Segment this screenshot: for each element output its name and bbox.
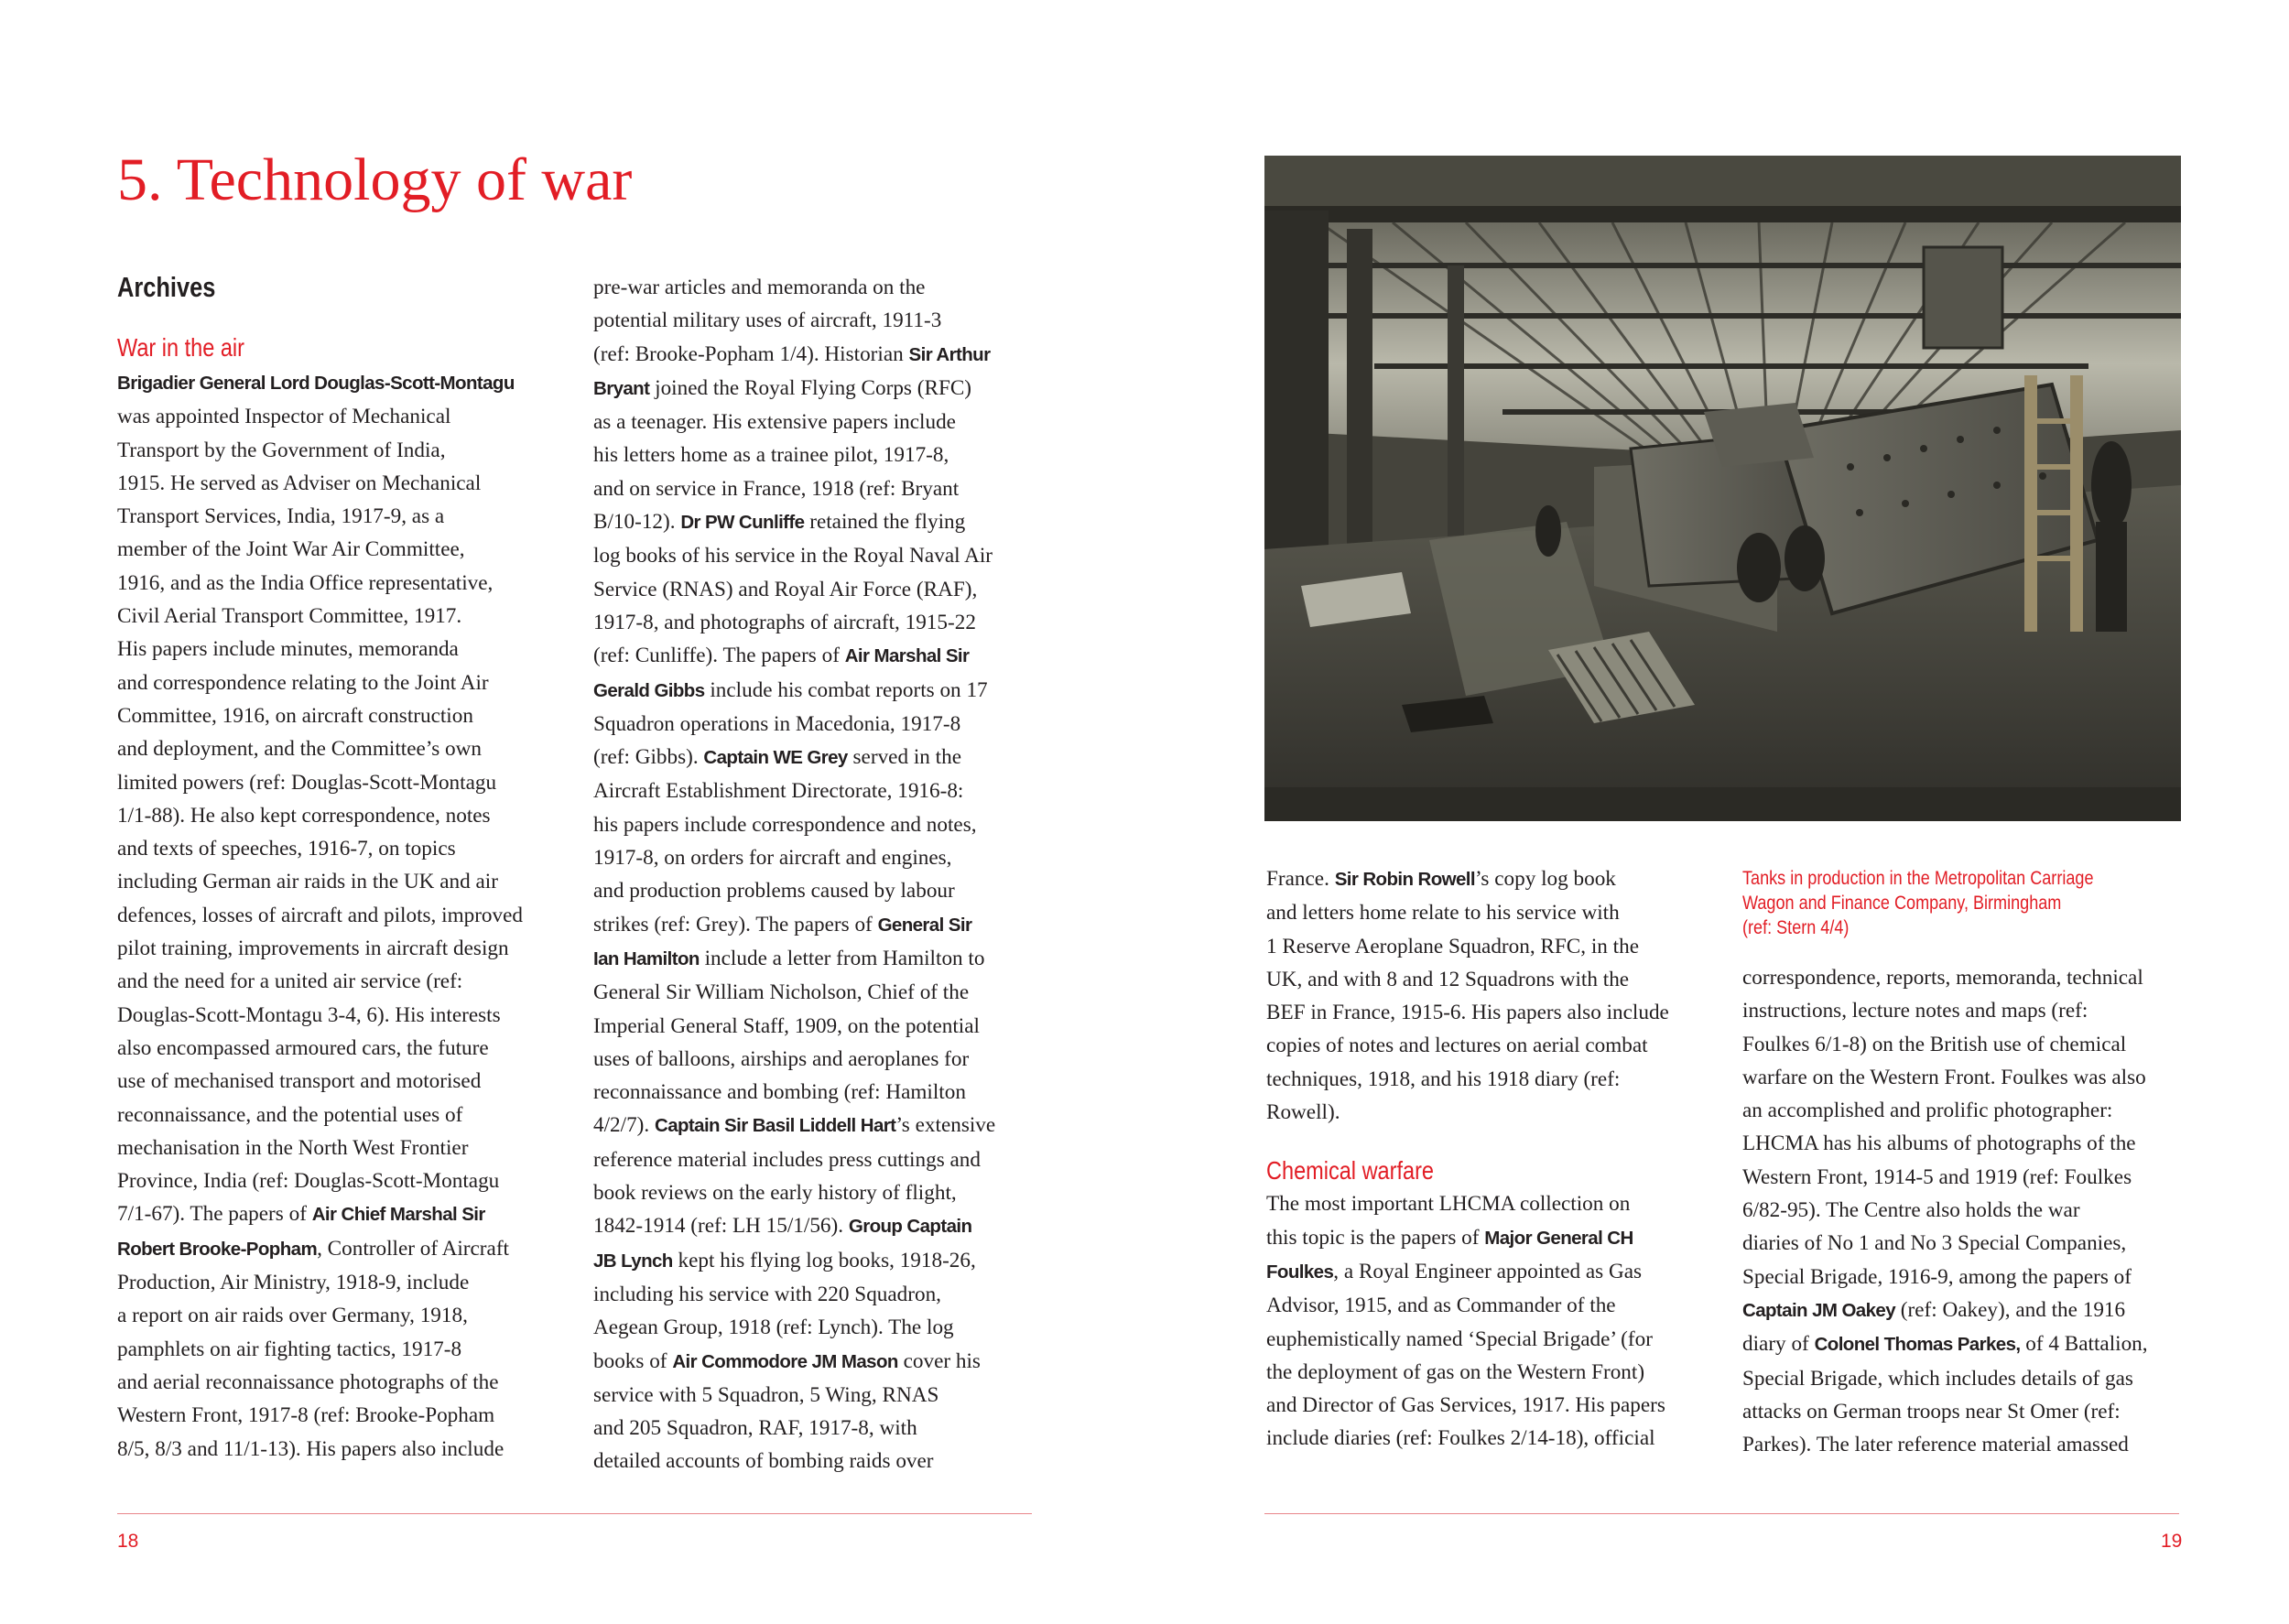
text-span: pamphlets on air fighting tactics, 1917-8 <box>117 1337 462 1361</box>
text-span: Special Brigade, which includes details of gas <box>1742 1366 2133 1391</box>
text-line <box>593 976 1042 1009</box>
text-span: Foulkes 6/1-8) on the British use of chemical <box>1742 1032 2127 1056</box>
text-line <box>1266 1063 1715 1096</box>
text-line <box>593 1143 1042 1176</box>
text-line <box>1266 862 1715 896</box>
text-line <box>593 1244 1042 1278</box>
text-span: his letters home as a trainee pilot, 1917-8, <box>593 443 949 468</box>
text-span: uses of balloons, airships and aeroplanes for <box>593 1046 970 1071</box>
text-line <box>117 434 566 467</box>
tank-factory-photo-illustration <box>1264 156 2181 821</box>
column-4-body <box>1742 961 2191 1461</box>
text-span: Province, India (ref: Douglas-Scott-Montagu <box>117 1169 500 1194</box>
text-span: 1 Reserve Aeroplane Squadron, RFC, in the <box>1266 934 1640 958</box>
text-span: pre-war articles and memoranda on the <box>593 276 926 299</box>
text-line <box>593 304 1042 337</box>
bold-name: Robert Brooke-Popham <box>117 1238 318 1260</box>
text-line <box>1266 1096 1715 1129</box>
text-line <box>1266 1289 1715 1322</box>
text-line <box>117 965 566 998</box>
text-span: correspondence, reports, memoranda, technical <box>1742 966 2143 990</box>
text-span: service with 5 Squadron, 5 Wing, RNAS <box>593 1382 939 1407</box>
text-line <box>117 600 566 633</box>
bold-name: JB Lynch <box>593 1250 673 1272</box>
text-span: and aerial reconnaissance photographs of the <box>117 1370 499 1394</box>
text-span: 1916, and as the India Office representative, <box>117 570 494 595</box>
text-span: reconnaissance and bombing (ref: Hamilton <box>593 1080 966 1105</box>
text-line <box>593 741 1042 774</box>
text-span: strikes (ref: Grey). The papers of <box>593 912 878 937</box>
bold-name: Air Chief Marshal Sir <box>311 1204 485 1226</box>
text-span: including German air raids in the UK and air <box>117 870 498 894</box>
text-span: reconnaissance, and the potential uses of <box>117 1102 463 1127</box>
text-line <box>1742 1061 2191 1094</box>
bold-name: Air Marshal Sir <box>844 645 970 667</box>
text-span: an accomplished and prolific photographer: <box>1742 1099 2113 1123</box>
text-line <box>1742 1327 2191 1361</box>
bold-name: Gerald Gibbs <box>593 679 705 701</box>
text-line <box>593 1379 1042 1412</box>
text-span: his papers include correspondence and notes, <box>593 812 977 837</box>
text-span: limited powers (ref: Douglas-Scott-Montagu <box>117 770 497 795</box>
text-span: and texts of speeches, 1916-7, on topics <box>117 837 456 861</box>
text-line <box>593 472 1042 505</box>
text-line <box>117 567 566 600</box>
text-line <box>593 874 1042 907</box>
text-span: Douglas-Scott-Montagu 3-4, 6). His interests <box>117 1002 501 1027</box>
tank-factory-photo <box>1264 156 2181 821</box>
column-1-body <box>117 366 566 1466</box>
text-line <box>593 1209 1042 1243</box>
text-span: Western Front, 1917-8 (ref: Brooke-Popham <box>117 1403 495 1428</box>
bold-name: Ian Hamilton <box>593 947 700 969</box>
text-line <box>593 406 1042 438</box>
text-line <box>1742 1028 2191 1061</box>
text-span: diaries of No 1 and No 3 Special Companies, <box>1742 1231 2127 1256</box>
text-span: 1/1-88). He also kept correspondence, notes <box>117 803 491 828</box>
text-line <box>117 366 566 400</box>
text-span: of 4 Battalion, <box>2020 1332 2148 1357</box>
text-column-3 <box>1266 862 1715 1456</box>
text-span: cover his <box>897 1348 981 1373</box>
text-line <box>117 865 566 898</box>
text-span: member of the Joint War Air Committee, <box>117 537 465 562</box>
text-line <box>117 1232 566 1266</box>
text-line <box>117 1099 566 1131</box>
bold-name: Sir Robin Rowell <box>1334 869 1475 890</box>
text-span: and on service in France, 1918 (ref: Bryant <box>593 476 960 501</box>
text-span: diary of <box>1742 1332 1815 1357</box>
text-line <box>117 400 566 433</box>
text-span: LHCMA has his albums of photographs of the <box>1742 1131 2136 1156</box>
text-line <box>1742 1127 2191 1160</box>
text-line <box>117 666 566 699</box>
text-span: and Director of Gas Services, 1917. His papers <box>1266 1393 1665 1418</box>
text-span: euphemistically named ‘Special Brigade’ (for <box>1266 1326 1653 1351</box>
text-span: The most important LHCMA collection on <box>1266 1192 1631 1217</box>
text-span: as a teenager. His extensive papers include <box>593 410 956 435</box>
text-line <box>1742 1194 2191 1227</box>
photo-caption <box>1742 866 2093 940</box>
bold-name: Bryant <box>593 377 650 399</box>
text-line <box>593 539 1042 572</box>
text-line <box>1266 1221 1715 1255</box>
text-line <box>1266 896 1715 929</box>
text-span: copies of notes and lectures on aerial combat <box>1266 1034 1648 1058</box>
text-line <box>117 732 566 765</box>
text-line <box>593 1345 1042 1379</box>
section-heading: Archives <box>117 271 216 303</box>
text-span: potential military uses of aircraft, 1911-3 <box>593 309 942 333</box>
text-span: Squadron operations in Macedonia, 1917-8 <box>593 711 961 736</box>
text-span: instructions, lecture notes and maps (ref: <box>1742 999 2088 1023</box>
text-line <box>117 1266 566 1299</box>
text-line <box>117 500 566 533</box>
text-line <box>117 766 566 799</box>
bold-name: Captain JM Oakey <box>1742 1299 1895 1321</box>
text-span: Western Front, 1914-5 and 1919 (ref: Foulkes <box>1742 1164 2132 1189</box>
column-3-body-top <box>1266 862 1715 1129</box>
text-span: Civil Aerial Transport Committee, 1917. <box>117 604 462 629</box>
bold-name: Sir Arthur <box>908 343 991 365</box>
text-line <box>1742 1362 2191 1395</box>
text-line <box>1266 1187 1715 1220</box>
text-line <box>117 699 566 732</box>
text-line <box>1266 1323 1715 1356</box>
text-line <box>593 908 1042 942</box>
text-span: defences, losses of aircraft and pilots, improved <box>117 903 523 927</box>
page-number-left: 18 <box>117 1531 139 1552</box>
text-line <box>117 999 566 1032</box>
text-span: Advisor, 1915, and as Commander of the <box>1266 1294 1616 1318</box>
text-line <box>1742 1294 2191 1327</box>
text-line <box>117 1366 566 1399</box>
text-span: mechanisation in the North West Frontier <box>117 1135 469 1160</box>
text-span: Parkes). The later reference material amassed <box>1742 1433 2129 1457</box>
text-span: (ref: Gibbs). <box>593 745 704 770</box>
text-line <box>1266 996 1715 1029</box>
text-span: retained the flying <box>804 510 966 535</box>
text-span: joined the Royal Flying Corps (RFC) <box>649 375 972 400</box>
text-line <box>117 1131 566 1164</box>
text-line <box>593 1311 1042 1344</box>
bold-name: Captain Sir Basil Liddell Hart <box>654 1115 896 1137</box>
text-line <box>1742 1094 2191 1127</box>
text-line <box>593 942 1042 976</box>
text-line <box>593 1076 1042 1109</box>
text-line <box>593 1176 1042 1209</box>
bold-name: General Sir <box>877 914 972 936</box>
text-span: General Sir William Nicholson, Chief of the <box>593 980 970 1005</box>
text-span: Special Brigade, 1916-9, among the papers of <box>1742 1264 2132 1289</box>
bold-name: Major General CH <box>1484 1227 1633 1249</box>
text-column-1 <box>117 333 566 1466</box>
text-line <box>593 338 1042 372</box>
text-line <box>593 774 1042 807</box>
text-line <box>117 467 566 500</box>
text-span: 8/5, 8/3 and 11/1-13). His papers also include <box>117 1436 504 1461</box>
text-line <box>593 271 1042 304</box>
text-span: the deployment of gas on the Western Front) <box>1266 1359 1645 1384</box>
text-line <box>593 808 1042 841</box>
text-span: 1917-8, on orders for aircraft and engines, <box>593 846 952 871</box>
text-line <box>593 708 1042 741</box>
text-line <box>1266 1255 1715 1289</box>
text-span: this topic is the papers of <box>1266 1225 1485 1250</box>
text-line <box>1742 1395 2191 1428</box>
text-span: warfare on the Western Front. Foulkes was also <box>1742 1065 2146 1089</box>
text-line <box>593 1445 1042 1478</box>
text-span: also encompassed armoured cars, the future <box>117 1035 489 1060</box>
text-line <box>1742 961 2191 994</box>
text-line <box>593 438 1042 471</box>
text-span: ’s extensive <box>895 1113 996 1138</box>
column-2-body <box>593 271 1042 1478</box>
text-line <box>1266 1389 1715 1422</box>
footer-rule-right <box>1264 1513 2179 1514</box>
text-span: book reviews on the early history of flight, <box>593 1181 957 1206</box>
text-line <box>117 1433 566 1466</box>
page-number-right: 19 <box>2161 1531 2183 1552</box>
text-line <box>1266 1422 1715 1455</box>
text-line <box>117 1399 566 1432</box>
text-span: 1915. He served as Adviser on Mechanical <box>117 471 482 495</box>
text-line <box>593 505 1042 539</box>
text-span: 4/2/7). <box>593 1113 655 1138</box>
text-span: kept his flying log books, 1918-26, <box>672 1248 976 1272</box>
text-line <box>593 1043 1042 1076</box>
text-span: and the need for a united air service (ref: <box>117 969 463 994</box>
text-span: and correspondence relating to the Joint Air <box>117 670 489 695</box>
text-span: log books of his service in the Royal Naval Air <box>593 544 993 568</box>
text-column-4 <box>1742 961 2191 1461</box>
text-line <box>117 633 566 666</box>
text-line <box>1742 1261 2191 1294</box>
text-line <box>1742 1227 2191 1260</box>
text-line <box>1266 1029 1715 1062</box>
bold-name: Brigadier General Lord Douglas-Scott-Montagu <box>117 373 515 394</box>
text-line <box>117 1299 566 1332</box>
subheading-chemical-warfare: Chemical warfare <box>1266 1156 1435 1186</box>
text-span: 1917-8, and photographs of aircraft, 1915-22 <box>593 610 976 634</box>
text-span: use of mechanised transport and motorised <box>117 1069 482 1094</box>
text-span: and production problems caused by labour <box>593 879 955 904</box>
text-span: Imperial General Staff, 1909, on the potential <box>593 1013 980 1038</box>
bold-name: Colonel Thomas Parkes, <box>1814 1334 2021 1356</box>
text-line <box>593 1010 1042 1043</box>
text-span: Aegean Group, 1918 (ref: Lynch). The log <box>593 1315 954 1340</box>
text-span: and 205 Squadron, RAF, 1917-8, with <box>593 1416 917 1441</box>
text-span: B/10-12). <box>593 510 681 535</box>
text-line <box>117 1164 566 1197</box>
text-span: Aircraft Establishment Directorate, 1916-8: <box>593 779 964 804</box>
text-span: served in the <box>847 745 962 770</box>
text-line <box>117 799 566 832</box>
text-line <box>1266 963 1715 996</box>
text-line <box>593 1278 1042 1311</box>
text-span: (ref: Oakey), and the 1916 <box>1895 1297 2126 1322</box>
text-span: was appointed Inspector of Mechanical <box>117 405 451 429</box>
caption-line: Wagon and Finance Company, Birmingham <box>1742 893 2062 914</box>
text-line <box>593 639 1042 673</box>
text-line <box>1742 1161 2191 1194</box>
text-span: Transport by the Government of India, <box>117 438 446 462</box>
text-span: UK, and with 8 and 12 Squadrons with the <box>1266 967 1630 991</box>
text-span: Rowell). <box>1266 1100 1340 1125</box>
text-span: BEF in France, 1915-6. His papers also include <box>1266 1001 1669 1025</box>
footer-rule-left <box>117 1513 1032 1514</box>
text-line <box>593 841 1042 874</box>
text-span: ’s copy log book <box>1474 867 1616 891</box>
bold-name: Foulkes <box>1266 1261 1334 1283</box>
text-span: and deployment, and the Committee’s own <box>117 737 482 762</box>
text-span: a report on air raids over Germany, 1918, <box>117 1304 468 1328</box>
column-3-body-bottom <box>1266 1187 1715 1455</box>
text-line <box>593 573 1042 606</box>
text-line <box>593 1109 1042 1142</box>
text-line <box>117 899 566 932</box>
text-line <box>117 1065 566 1098</box>
text-span: detailed accounts of bombing raids over <box>593 1449 934 1474</box>
text-span: books of <box>593 1348 673 1373</box>
text-column-2 <box>593 271 1042 1478</box>
text-line <box>593 1412 1042 1445</box>
text-span: His papers include minutes, memoranda <box>117 637 459 662</box>
text-line <box>117 533 566 566</box>
caption-line: (ref: Stern 4/4) <box>1742 917 1850 938</box>
text-span: 7/1-67). The papers of <box>117 1202 312 1227</box>
text-span: include a letter from Hamilton to <box>699 946 985 970</box>
bold-name: Captain WE Grey <box>703 747 848 769</box>
text-span: Transport Services, India, 1917-9, as a <box>117 504 445 529</box>
text-line <box>1266 1356 1715 1389</box>
text-span: reference material includes press cuttings and <box>593 1147 981 1172</box>
text-line <box>1742 994 2191 1027</box>
text-span: pilot training, improvements in aircraft design <box>117 937 509 961</box>
text-line <box>117 1197 566 1231</box>
text-span: attacks on German troops near St Omer (ref: <box>1742 1399 2121 1424</box>
page-title: 5. Technology of war <box>117 146 633 213</box>
text-line <box>593 606 1042 639</box>
text-span: 6/82-95). The Centre also holds the war <box>1742 1198 2080 1223</box>
text-line <box>117 1032 566 1065</box>
text-span: techniques, 1918, and his 1918 diary (ref: <box>1266 1066 1621 1091</box>
text-span: include his combat reports on 17 <box>704 677 988 702</box>
caption-line: Tanks in production in the Metropolitan Carriage <box>1742 868 2094 889</box>
text-span: France. <box>1266 867 1335 891</box>
bold-name: Dr PW Cunliffe <box>680 512 805 534</box>
text-span: , a Royal Engineer appointed as Gas <box>1333 1259 1643 1283</box>
text-span: Committee, 1916, on aircraft construction <box>117 703 473 728</box>
text-line <box>593 372 1042 406</box>
text-line <box>593 674 1042 708</box>
text-line <box>1266 930 1715 963</box>
text-span: , Controller of Aircraft <box>317 1236 509 1261</box>
subheading-war-in-the-air: War in the air <box>117 333 244 362</box>
text-line <box>117 1333 566 1366</box>
text-span: including his service with 220 Squadron, <box>593 1282 941 1306</box>
text-line <box>117 832 566 865</box>
text-line <box>117 932 566 965</box>
text-span: and letters home relate to his service with <box>1266 901 1620 926</box>
text-span: include diaries (ref: Foulkes 2/14-18), official <box>1266 1426 1655 1451</box>
text-span: Production, Air Ministry, 1918-9, include <box>117 1271 470 1295</box>
bold-name: Group Captain <box>848 1216 972 1238</box>
bold-name: Air Commodore JM Mason <box>672 1350 898 1372</box>
text-span: Service (RNAS) and Royal Air Force (RAF), <box>593 577 978 601</box>
text-line <box>1742 1428 2191 1461</box>
text-span: (ref: Cunliffe). The papers of <box>593 644 845 668</box>
text-span: 1842-1914 (ref: LH 15/1/56). <box>593 1214 849 1239</box>
text-span: (ref: Brooke-Popham 1/4). Historian <box>593 341 909 366</box>
